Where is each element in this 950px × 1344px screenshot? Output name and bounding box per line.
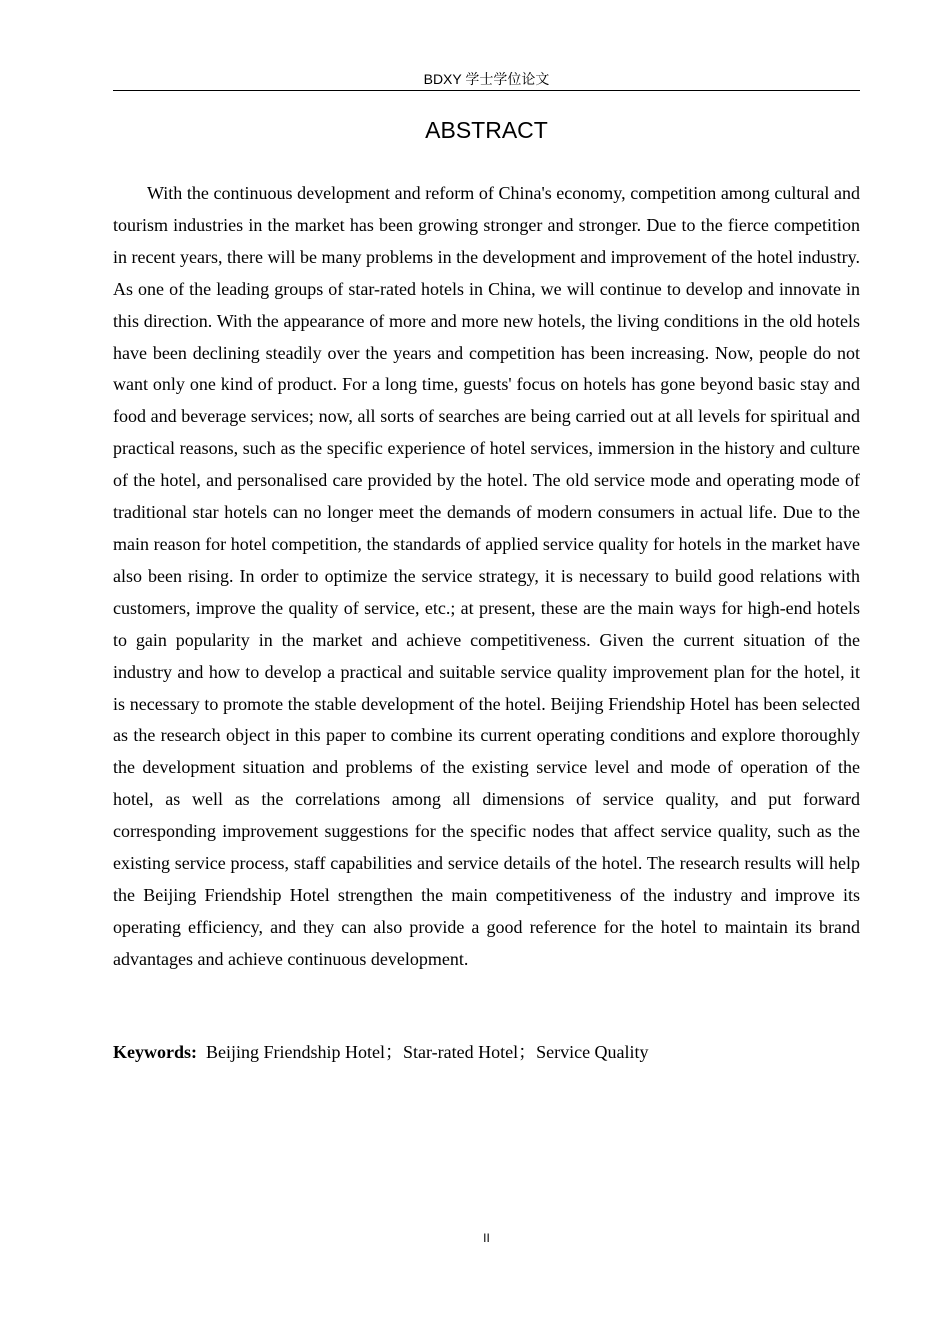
keywords-label: Keywords: bbox=[113, 1042, 197, 1062]
abstract-title: ABSTRACT bbox=[425, 117, 548, 143]
page-number: II bbox=[483, 1231, 490, 1245]
keywords-line bbox=[113, 1037, 860, 1068]
keywords-list: Beijing Friendship Hotel；Star-rated Hotel；Service Quality bbox=[206, 1042, 649, 1062]
abstract-body: With the continuous development and reform of China's economy, competition among cultural and tourism industries in the market has been growing stronger and stronger. Due to the fierce competition in recent years, there will be many problems in the development and improvement of the hotel industry. As one of the leading groups of star-rated hotels in China, we will continue to develop and innovate in this direction. With the appearance of more and more new hotels, the living conditions in the old hotels have been declining steadily over the years and competition has been increasing. Now, people do not want only one kind of product. For a long time, guests' focus on hotels has gone beyond basic stay and food and beverage services; now, all sorts of searches are being carried out at all levels for spiritual and practical reasons, such as the specific experience of hotel services, immersion in the history and culture of the hotel, and personalised care provided by the hotel. The old service mode and operating mode of traditional star hotels can no longer meet the demands of modern consumers in actual life. Due to the main reason for hotel competition, the standards of applied service quality for hotels in the market have also been rising. In order to optimize the service strategy, it is necessary to build good relations with customers, improve the quality of service, etc.; at present, these are the main ways for high-end hotels to gain popularity in the market and achieve competitiveness. Given the current situation of the industry and how to develop a practical and suitable service quality improvement plan for the hotel, it is necessary to promote the stable development of the hotel. Beijing Friendship Hotel has been selected as the research object in this paper to combine its current operating conditions and explore thoroughly the development situation and problems of the existing service level and mode of operation of the hotel, as well as the correlations among all dimensions of service quality, and put forward corresponding improvement suggestions for the specific nodes that affect service quality, such as the existing service process, staff capabilities and service details of the hotel. The research results will help the Beijing Friendship Hotel strengthen the main competitiveness of the industry and improve its operating efficiency, and they can also provide a good reference for the hotel to maintain its brand advantages and achieve continuous development. bbox=[113, 183, 860, 969]
running-header: BDXY 学士学位论文 bbox=[113, 68, 860, 91]
